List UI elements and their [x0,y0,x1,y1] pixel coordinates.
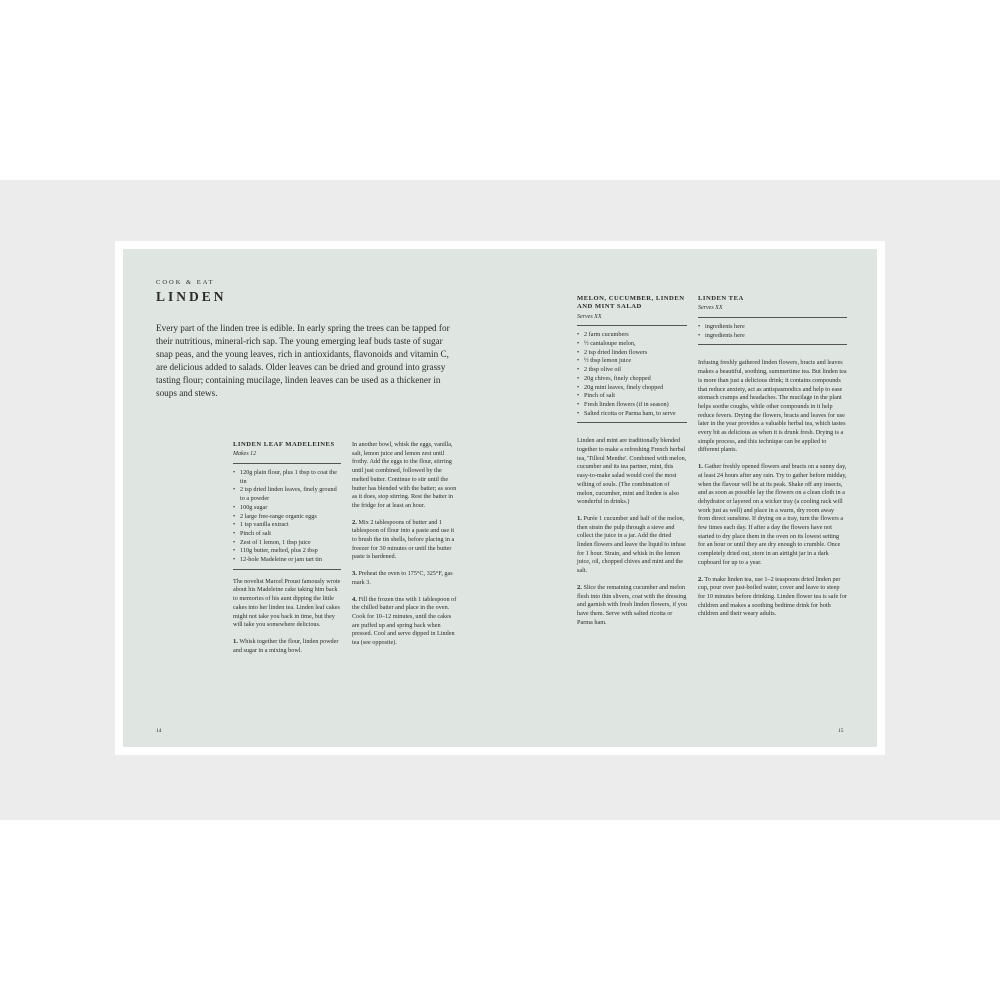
step-number: 1. [233,637,238,645]
madeleine-ingredient-list [233,469,341,565]
ingredient-item: • Pinch of salt [577,392,687,401]
salad-recipe-column [577,295,687,635]
intro-paragraph: Every part of the linden tree is edible. In early spring the trees can be tapped for their nutritious, mineral-rich sap. The young emerging leaf buds taste of sugar snap peas, and the young leaves, rich in antioxidants, flavonoids and vitamin C, are delicious added to salads. Older leaves can be dried and ground into grassy tasting flour; containing mucilage, linden leaves can be used as a thickener in soups and stews. [156,323,450,399]
ingredient-item: • 20g mint leaves, finely chopped [577,384,687,393]
madeleine-title: LINDEN LEAF MADELEINES [233,441,335,448]
madeleine-recipe-column-2 [352,441,460,656]
step-text: Slice the remaining cucumber and melon flesh into thin slivers, coat with the dressing and garnish with fresh linden flowers, if you have them. Serve with salted ricotta or Parma ham. [577,583,687,626]
tea-recipe-column [698,295,847,627]
step-text: Purée 1 cucumber and half of the melon, then strain the pulp through a sieve and collect the juice in a jar. Add the dried linden flowers and leave the liquid to infuse for 1 hour. Strain, and whisk in the lemon juice, oil, chopped chives and mint and the salt. [577,514,686,575]
ingredient-item: • Zest of 1 lemon, 1 tbsp juice [233,539,341,548]
ingredient-item: • ingredients here [698,332,847,341]
ingredient-item: • Salted ricotta or Parma ham, to serve [577,410,687,419]
book-spread [123,249,877,747]
tea-serves: Serves XX [698,305,723,312]
salad-step-1 [577,515,687,576]
page-number-left: 14 [156,728,162,734]
tea-step-2 [698,576,847,620]
ingredient-item: • ½ tbsp lemon juice [577,357,687,366]
divider [698,344,847,345]
ingredient-item: • 2 farm cucumbers [577,331,687,340]
tea-title: LINDEN TEA [698,295,744,302]
step-number: 2. [352,518,357,526]
step-number: 3. [352,570,357,578]
salad-title: MELON, CUCUMBER, LINDEN AND MINT SALAD [577,295,685,311]
salad-ingredient-list [577,331,687,418]
step-text: Whisk together the flour, linden powder and sugar in a mixing bowl. [233,637,339,654]
tea-intro: Infusing freshly gathered linden flowers, bracts and leaves makes a beautiful, soothing, summertime tea. But linden tea is more than just a delicious drink; it contains compounds that reduce anxiety, act as antispasmodics and help to ease stomach cramps and headaches. The mucilage in the plant helps soothe coughs, while other compounds in it help reduce fevers. Drying the flowers, bracts and leaves for use later in the year provides a valuable herbal tea, which tastes every bit as delicious as when it is drunk fresh. Drying is a simple process, and this technique can be applied to different plants. [698,359,847,454]
ingredient-item: • 20g chives, finely chopped [577,375,687,384]
step-text: To make linden tea, use 1–2 teaspoons dried linden per cup, pour over just-boiled water, cover and leave to steep for 10 minutes before drinking. Linden flower tea is safe for children and makes a soothing bedtime drink for both children and their weary adults. [698,575,847,618]
madeleine-step-2 [352,519,460,563]
step-number: 2. [698,575,703,583]
ingredient-item: • 110g butter, melted, plus 2 tbsp [233,547,341,556]
madeleine-step-3 [352,570,460,587]
step-number: 2. [577,583,582,591]
ingredient-item: • 2 tbsp olive oil [577,366,687,375]
madeleine-step-4 [352,596,460,648]
step-number: 1. [698,463,703,471]
divider [233,463,341,464]
ingredient-item: • ½ cantaloupe melon, [577,340,687,349]
divider [698,317,847,318]
ingredient-item: • ingredients here [698,323,847,332]
salad-serves: Serves XX [577,313,602,320]
ingredient-item: • 2 tsp dried linden flowers [577,349,687,358]
madeleine-makes: Makes 12 [233,451,257,458]
madeleine-recipe-column-1 [233,441,341,663]
step-text: Gather freshly opened flowers and bracts on a sunny day, at least 24 hours after any rain. Try to gather before midday, when the flavour will be at its peak. Shake off any insects, and as soon as possible lay the flowers on a clean cloth in a dehydrator or layered on a wicker tray (a cooling rack will work just as well) and place in a warm, dry room away from direct sunshine. If drying on a tray, turn the flowers a few times each day. If after a day the flowers have not started to dry place them in the oven on its lowest setting for an hour or until they are dry enough to crumble. Once completely dried out, store in an airtight jar in a dark cupboard for up to a year. [698,463,847,566]
tea-ingredient-list [698,323,847,340]
section-kicker: COOK & EAT [156,279,215,286]
step-text: Preheat the oven to 175°C, 325°F, gas mark 3. [352,570,453,586]
salad-step-2 [577,584,687,628]
ingredient-item: • Fresh linden flowers (if in season) [577,401,687,410]
madeleine-step-1 [233,638,341,655]
divider [577,325,687,326]
salad-intro: Linden and mint are traditionally blended together to make a refreshing French herbal tea, 'Tilleul Menthe'. Combined with melon, cucumber and its tea partner, mint, this easy-to-make salad would cool the most wilting of souls. (The combination of melon, cucumber, mint and linden is also wonderful in drinks.) [577,437,687,506]
ingredient-item: • 100g sugar [233,504,341,513]
step-number: 4. [352,595,357,603]
tea-step-1 [698,463,847,567]
ingredient-item: • Pinch of salt [233,530,341,539]
page-title: LINDEN [156,289,227,304]
ingredient-item: • 2 large free-range organic eggs [233,513,341,522]
madeleine-note: The novelist Marcel Proust famously wrote about his Madeleine cake taking him back to memories of his aunt dipping the little cakes into her linden tea. Linden leaf cakes might not take you back in time, but they will take you somewhere delicious. [233,577,341,629]
divider [233,569,341,570]
step-text: Mix 2 tablespoons of butter and 1 tablespoon of flour into a paste and use it to brush the tin shells, before placing in a freezer for 30 minutes or until the butter paste is hardened. [352,518,455,561]
ingredient-item: • 120g plain flour, plus 1 tbsp to coat the tin [233,469,341,486]
ingredient-item: • 2 tsp dried linden leaves, finely ground to a powder [233,486,341,503]
ingredient-item: • 1 tsp vanilla extract [233,521,341,530]
step-text: Fill the frozen tins with 1 tablespoon of the chilled batter and place in the oven. Cook for 10–12 minutes, until the cakes are puffed up and spring back when pressed. Cool and serve dipped in Linden tea (see opposite). [352,595,457,647]
step-number: 1. [577,514,582,522]
ingredient-item: • 12-hole Madeleine or jam tart tin [233,556,341,565]
page-number-right: 15 [838,728,844,734]
divider [577,422,687,423]
madeleine-method-intro: In another bowl, whisk the eggs, vanilla, salt, lemon juice and lemon zest until frothy. Add the eggs to the flour, stirring until just combined, followed by the melted butter. Continue to stir until the butter has blended with the batter; as soon as it does, stop stirring. Rest the batter in the fridge for at least an hour. [352,441,457,509]
